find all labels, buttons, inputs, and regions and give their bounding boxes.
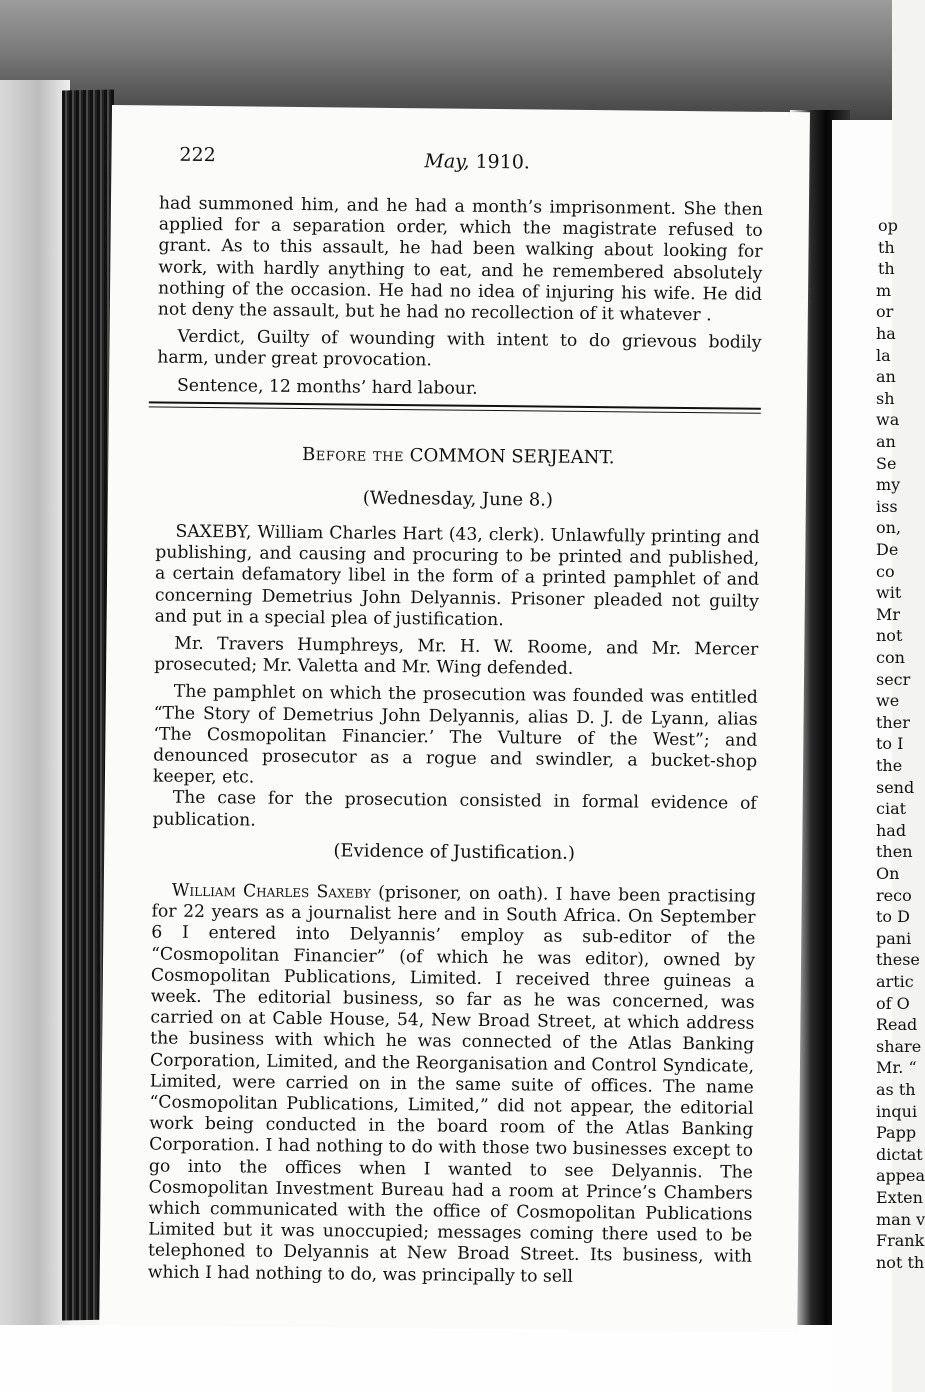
facing-page-fragment: we	[876, 691, 900, 711]
running-title-year: 1910.	[475, 150, 531, 174]
facing-page-fragment: m	[876, 280, 892, 300]
facing-page-fragment: th	[878, 237, 895, 257]
facing-page-fragment: Mr. “	[876, 1058, 917, 1078]
facing-page	[832, 120, 925, 1392]
court-heading	[156, 442, 760, 469]
facing-page-fragment: ha	[876, 324, 896, 343]
scan-left-margin	[0, 80, 70, 1392]
facing-page-fragment: Frank	[876, 1231, 925, 1251]
paragraph-counsel: Mr. Travers Humphreys, Mr. H. W. Roome, and Mr. Mercer prosecuted; Mr. Valetta and Mr. Wing defended.	[154, 633, 759, 680]
page-header	[179, 144, 779, 180]
facing-page-fragment: Mr	[876, 604, 901, 624]
book-page	[99, 105, 810, 1332]
facing-page-fragment: artic	[876, 972, 914, 991]
witness-name: William Charles Saxeby	[171, 880, 371, 903]
facing-page-fragment: then	[876, 842, 913, 862]
facing-page-fragment: Exten	[876, 1188, 923, 1207]
paragraph-witness	[148, 880, 756, 1289]
facing-page-fragment: the	[876, 756, 903, 775]
facing-page-fragment: not th	[876, 1252, 925, 1272]
facing-page-fragment: appea	[876, 1166, 925, 1186]
facing-page-fragment: to I	[876, 734, 904, 754]
facing-page-fragment: wit	[876, 583, 902, 603]
page-number: 222	[179, 143, 216, 167]
facing-page-fragment: wa	[876, 410, 900, 430]
facing-page-fragment: share	[876, 1036, 922, 1056]
running-title	[424, 150, 530, 173]
facing-page-fragment: ciat	[876, 799, 907, 819]
facing-page-fragment: an	[876, 367, 896, 387]
court-heading-before: Before the	[301, 444, 405, 467]
facing-page-fragment: my	[876, 475, 901, 495]
facing-page-fragment: Se	[876, 453, 897, 473]
facing-page-fragment: dictat	[876, 1144, 923, 1164]
facing-page-fragment: ther	[876, 712, 910, 732]
charge-text: William Charles Hart (43, clerk). Unlawfully printing and publishing, and causing and procuring to be printed and published, a certain defamatory libel in the form of a printed pamphlet of and concerning Demetrius John Delyannis. Prisoner pleaded not guilty and put in a special plea of justification.	[154, 522, 760, 630]
facing-page-fragment: secr	[876, 669, 911, 689]
evidence-section	[148, 880, 756, 1289]
facing-page-fragment: man v	[876, 1209, 925, 1229]
defendant-name: SAXEBY,	[175, 521, 252, 543]
witness-text: (prisoner, on oath). I have been practising for 22 years as a journalist here and in South Africa. On September 6 I entered into Delyannis’ employ as sub-editor of the “Cosmopolitan Financier” (of which he was editor), owned by Cosmopolitan Publications, Limited. I received three guineas a week. The editorial business, so far as he was concerned, was carried on at Cable House, 54, New Broad Street, at which address the business with which he was connected of the Atlas Banking Corporation, Limited, and the Reorganisation and Control Syndicate, Limited, were carried on in the same suite of offices. The name “Cosmopolitan Publications, Limited,” did not appear, the editorial work being conducted in the board room of the Atlas Banking Corporation. I had nothing to do with those two businesses except to go into the offices when I wanted to see Delyannis. The Cosmopolitan Investment Bureau had a room at Prince’s Chambers which communicated with the office of Cosmopolitan Publications Limited but it was unoccupied; messages coming there used to be telephoned to Delyannis at New Broad Street. Its business, with which I had nothing to do, was principally to sell	[147, 882, 756, 1287]
evidence-heading: (Evidence of Justification.)	[333, 840, 576, 864]
facing-page-fragment: Papp	[876, 1123, 917, 1143]
running-title-month: May,	[424, 150, 470, 173]
facing-page-fragment: or	[876, 302, 894, 322]
paragraph-pamphlet: The pamphlet on which the prosecution was founded was entitled “The Story of Demetrius John Delyannis, alias D. J. de Lyann, alias ‘The Cosmopolitan Financier.’ The Vulture of the West”; and denounced prosecutor as a rogue and swindler, a bucket-shop keeper, etc.	[152, 682, 758, 788]
facing-page-fragment: reco	[876, 885, 912, 905]
facing-page-fragment: pani	[876, 928, 912, 948]
scan-bottom-margin	[0, 1325, 892, 1392]
paragraph-charge	[155, 521, 760, 633]
facing-page-fragment: as th	[876, 1080, 916, 1099]
facing-page-fragment: Read	[876, 1015, 918, 1035]
facing-page-fragment: had	[876, 820, 907, 840]
top-section	[157, 193, 763, 402]
court-heading-name: COMMON SERJEANT.	[409, 445, 615, 469]
facing-page-fragment: De	[876, 540, 899, 559]
facing-page-fragment: not	[876, 626, 903, 646]
facing-page-fragment: iss	[876, 496, 898, 516]
facing-page-fragment: these	[876, 950, 920, 970]
section-rule-thick	[149, 401, 761, 409]
facing-page-fragment: op	[878, 216, 898, 235]
facing-page-fragment: on,	[876, 518, 902, 538]
facing-page-fragment: of O	[876, 993, 910, 1013]
facing-page-fragment: th	[878, 259, 895, 279]
facing-page-fragment: On	[876, 864, 900, 883]
facing-page-fragment: co	[876, 561, 895, 581]
facing-page-fragment: la	[876, 345, 891, 365]
facing-page-fragment: to D	[876, 907, 910, 927]
case-section	[152, 521, 759, 836]
paragraph-verdict: Verdict, Guilty of wounding with intent to do grievous bodily harm, under great provocation.	[157, 326, 762, 371]
paragraph-testimony-end: had summoned him, and he had a month’s imprisonment. She then applied for a separation order, which the magistrate refused to grant. As to this assault, he had been walking about looking for work, with hardly anything to eat, and he remembered absolutely nothing of the occasion. He had no idea of injuring his wife. He did not deny the assault, but he had no recollection of it whatever .	[157, 193, 764, 326]
facing-page-fragment: send	[876, 777, 915, 797]
facing-page-fragment: con	[876, 648, 905, 667]
facing-page-fragment: an	[876, 432, 896, 451]
date-heading: (Wednesday, June 8.)	[362, 487, 554, 511]
paragraph-sentence: Sentence, 12 months’ hard labour.	[176, 375, 478, 399]
paragraph-prosecution-case: The case for the prosecution consisted in formal evidence of publication.	[152, 788, 757, 831]
facing-page-fragment: inqui	[876, 1101, 918, 1121]
facing-page-fragment: sh	[876, 388, 895, 408]
